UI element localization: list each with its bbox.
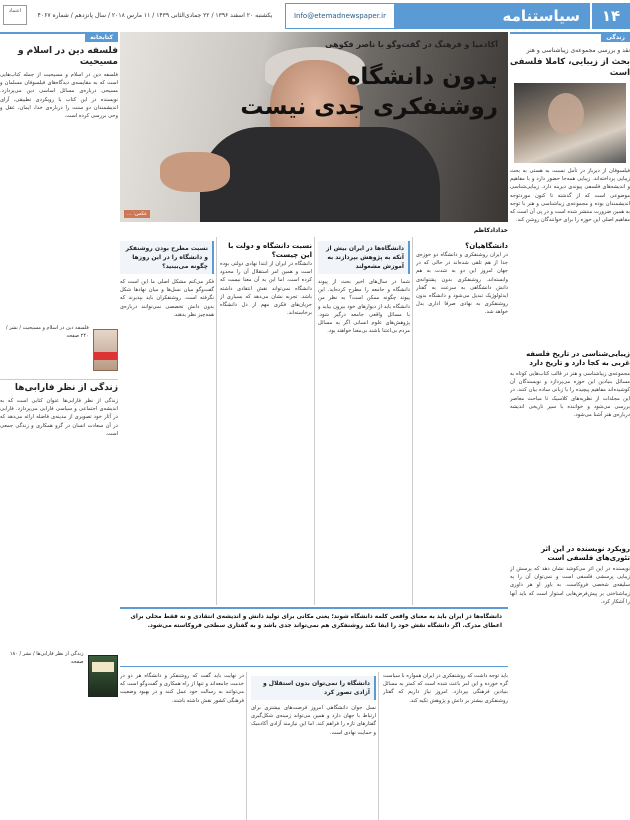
book-cover: [93, 329, 118, 371]
article-column: دانشگاهیان؟ در ایران روشنفکری و دانشگاه دو حوزه‌ی جدا از هم تلقی شده‌اند در حالی که در جهان امروز این دو به شدت به هم وابسته‌اند. روشنفکری بدون پشتوانه‌ی دانش دانشگاهی به سرعت به گفتار ایدئولوژیک تبدیل می‌شود و دانشگاه بدون روشنفکری به نهادی صرفا اداری بدل خواهد شد.: [416, 242, 508, 316]
book-entry: [0, 651, 118, 697]
article-column: دانشگاه را نمی‌توان بدون استقلال و آزادی تصور کرد نسل جوان دانشگاهی امروز فرصت‌های بیشتری برای ارتباط با جهان دارد و همین می‌تواند زمینه‌ی شکل‌گیری گفتارهای تازه را فراهم کند. اما این نیازمند آزادی آکادمیک و حمایت نهادی است.: [251, 672, 376, 820]
pull-quote: دانشگاه‌ها در ایران بیش از آنکه به پژوهش بپردازند به آموزش مشغولند: [318, 241, 410, 274]
right-column: [510, 32, 630, 820]
section-tag: کتابخانه: [85, 33, 118, 42]
interview-photo: [120, 32, 508, 222]
left-column: [0, 32, 118, 820]
page-header: [0, 0, 630, 30]
page-number: ۱۴: [592, 3, 630, 29]
dateline: یکشنبه ۲۰ اسفند ۱۳۹۶ / ۲۲ جمادی‌الثانی ۱۴۳۹ / ۱۱ مارس ۲۰۱۸ / سال پانزدهم / شماره ۴۰۶۷: [37, 12, 273, 19]
article-column: در نهایت باید گفت که روشنفکر و دانشگاه هر دو در خدمت جامعه‌اند و تنها از راه همکاری و گفت‌وگو است که می‌توانند به رسالت خود عمل کنند و در بهبود وضعیت فرهنگی کشور نقش داشته باشند.: [120, 673, 244, 704]
article-column: نسبت مطرح بودن روشنفکر و دانشگاه را در این روزها چگونه می‌بینید؟ فکر می‌کنم مشکل اصلی ما این است که گفت‌وگو میان نسل‌ها و میان نهادها شکل نگرفته است. روشنفکران باید بپذیرند که بدون دانش تخصصی نمی‌توانند درباره‌ی همه‌چیز نظر بدهند.: [120, 237, 214, 605]
section-title: سیاستنامه: [350, 3, 590, 29]
article-subhead: زیبایی‌شناسی در تاریخ فلسفه غربی به کجا دارد و تاریخ دارد: [526, 350, 630, 367]
book-entry: [0, 325, 118, 371]
article-columns: [120, 237, 508, 605]
article-column: باید توجه داشت که روشنفکری در ایران همواره با سیاست گره خورده و این امر باعث شده است که کمتر به مسائل بنیادین فرهنگی بپردازد. امروز نیاز داریم که گفتار روشنفکری بیشتر بر دانش و پژوهش تکیه کند.: [383, 673, 508, 704]
article-subhead: رویکرد نویسنده در این اثر تئوری‌های فلسفی است: [541, 545, 630, 562]
article-headline: بحث از زیبایی، کاملا فلسفی است: [510, 57, 630, 78]
article-columns-bottom: [120, 672, 508, 820]
book-info: زندگی از نظر فارابی‌ها / نشر / ۱۸۰ صفحه: [9, 651, 84, 665]
book-info: فلسفه دین در اسلام و مسیحیت / نشر / ۲۴۰ صفحه: [5, 325, 89, 339]
pull-quote: نسبت مطرح بودن روشنفکر و دانشگاه را در این روزها چگونه می‌بینید؟: [120, 241, 214, 274]
book-review-body: زندگی از نظر فارابی‌ها عنوان کتابی است که به اندیشه‌ی اجتماعی و سیاسی فارابی می‌پردازد. فارابی در آثار خود تصویری از مدینه‌ی فاضله ارائه می‌دهد که در آن سعادت انسان در گرو همکاری و زندگی جمعی است.: [0, 398, 118, 437]
article-kicker: نقد و بررسی مجموعه‌ی زیباشناسی و هنر: [526, 47, 630, 54]
photo-credit: عکس: ...: [124, 210, 150, 218]
main-headline: بدون دانشگاه روشنفکری جدی نیست: [240, 64, 498, 120]
pull-quote: دانشگاه را نمی‌توان بدون استقلال و آزادی تصور کرد: [251, 676, 376, 700]
main-article: [120, 32, 508, 820]
author-photo: [514, 83, 626, 163]
article-column: دانشگاه‌ها در ایران بیش از آنکه به پژوهش بپردازند به آموزش مشغولند شما در سال‌های اخیر بحث از پیوند دانشگاه و جامعه را مطرح کرده‌اید. این پیوند چگونه ممکن است؟ به نظر من دانشگاه باید از دیوارهای خود بیرون بیاید و با مسائل واقعی جامعه درگیر شود. پژوهش‌های علوم انسانی اگر به مسائل مردم بی‌اعتنا باشند بی‌معنا خواهند بود.: [318, 237, 410, 605]
newspaper-logo: اعتماد: [3, 5, 27, 25]
article-column: نسبت دانشگاه و دولت با این چیست؟ دانشگاه در ایران از ابتدا نهادی دولتی بوده است و همین امر استقلال آن را محدود کرده است. اما این به آن معنا نیست که دانشگاه نمی‌تواند نقش انتقادی داشته باشد. تجربه نشان می‌دهد که بسیاری از جریان‌های فکری مهم از دل دانشگاه برخاسته‌اند.: [220, 242, 312, 317]
email-link[interactable]: Info@etemadnewspaper.ir: [285, 3, 395, 29]
byline: خدادادکاظم: [473, 227, 508, 234]
book-cover: [88, 655, 119, 697]
book-review-body: فلسفه دین در اسلام و مسیحیت از جمله کتاب‌هایی است که به مقایسه‌ی دیدگاه‌های فیلسوفان مسلمان و مسیحی درباره‌ی مسائل اساسی دین می‌پردازد. نویسنده در این کتاب با رویکردی تطبیقی، آرای اندیشمندان دو سنت را درباره‌ی خدا، ایمان، عقل و وحی بررسی کرده است.: [0, 72, 118, 120]
main-kicker: آکادمیا و فرهنگ در گفت‌وگو با ناصر فکوهی: [325, 40, 498, 49]
book-headline: زندگی از نظر فارابی‌ها: [0, 379, 118, 394]
article-body: فیلسوفان از دیرباز در تأمل نسبت به هستی به بحث زیبایی پرداخته‌اند. زیبایی همه‌جا حضور دارد و با مفاهیم و اندیشه‌های فلسفی پیوندی دیرینه دارد. زیبایی‌شناسی موضوعی است که از گذشته تا کنون موردتوجه اندیشمندان بوده و مجموعه‌ی زیباشناسی و هنر با توجه به همین ضرورت منتشر شده است و در پی آن است که مفاهیم اصلی این حوزه را برای خوانندگان روشن کند.: [510, 168, 630, 224]
section-tag: زندگی: [601, 33, 630, 42]
article-body: نویسنده در این اثر می‌کوشد نشان دهد که پرسش از زیبایی پرسشی فلسفی است و نمی‌توان آن را به سلیقه‌ی شخصی فروکاست. به باور او هر داوری زیباشناختی بر پیش‌فرض‌هایی استوار است که باید آنها را آشکار کرد.: [510, 566, 630, 605]
highlight-quote: دانشگاه‌ها در ایران باید به معنای واقعی کلمه دانشگاه شوند؛ یعنی مکانی برای تولید دانش و اندیشه‌ی انتقادی و نه فقط محلی برای اعطای مدرک. اگر دانشگاه نقش خود را ایفا نکند روشنفکری هم نمی‌تواند جدی باشد و به گفتاری سطحی فروکاسته می‌شود.: [120, 607, 508, 667]
book-headline: فلسفه دین در اسلام و مسیحیت: [17, 46, 118, 67]
article-body: مجموعه‌ی زیباشناسی و هنر در قالب کتاب‌هایی کوتاه به مسائل بنیادین این حوزه می‌پردازد و نویسندگان آن کوشیده‌اند مفاهیم پیچیده را با زبانی ساده بیان کنند. در این مجلدات از نظریه‌های کلاسیک تا مباحث معاصر بررسی می‌شود و خواننده با سیر تاریخی اندیشه درباره‌ی هنر آشنا می‌شود.: [510, 371, 630, 419]
